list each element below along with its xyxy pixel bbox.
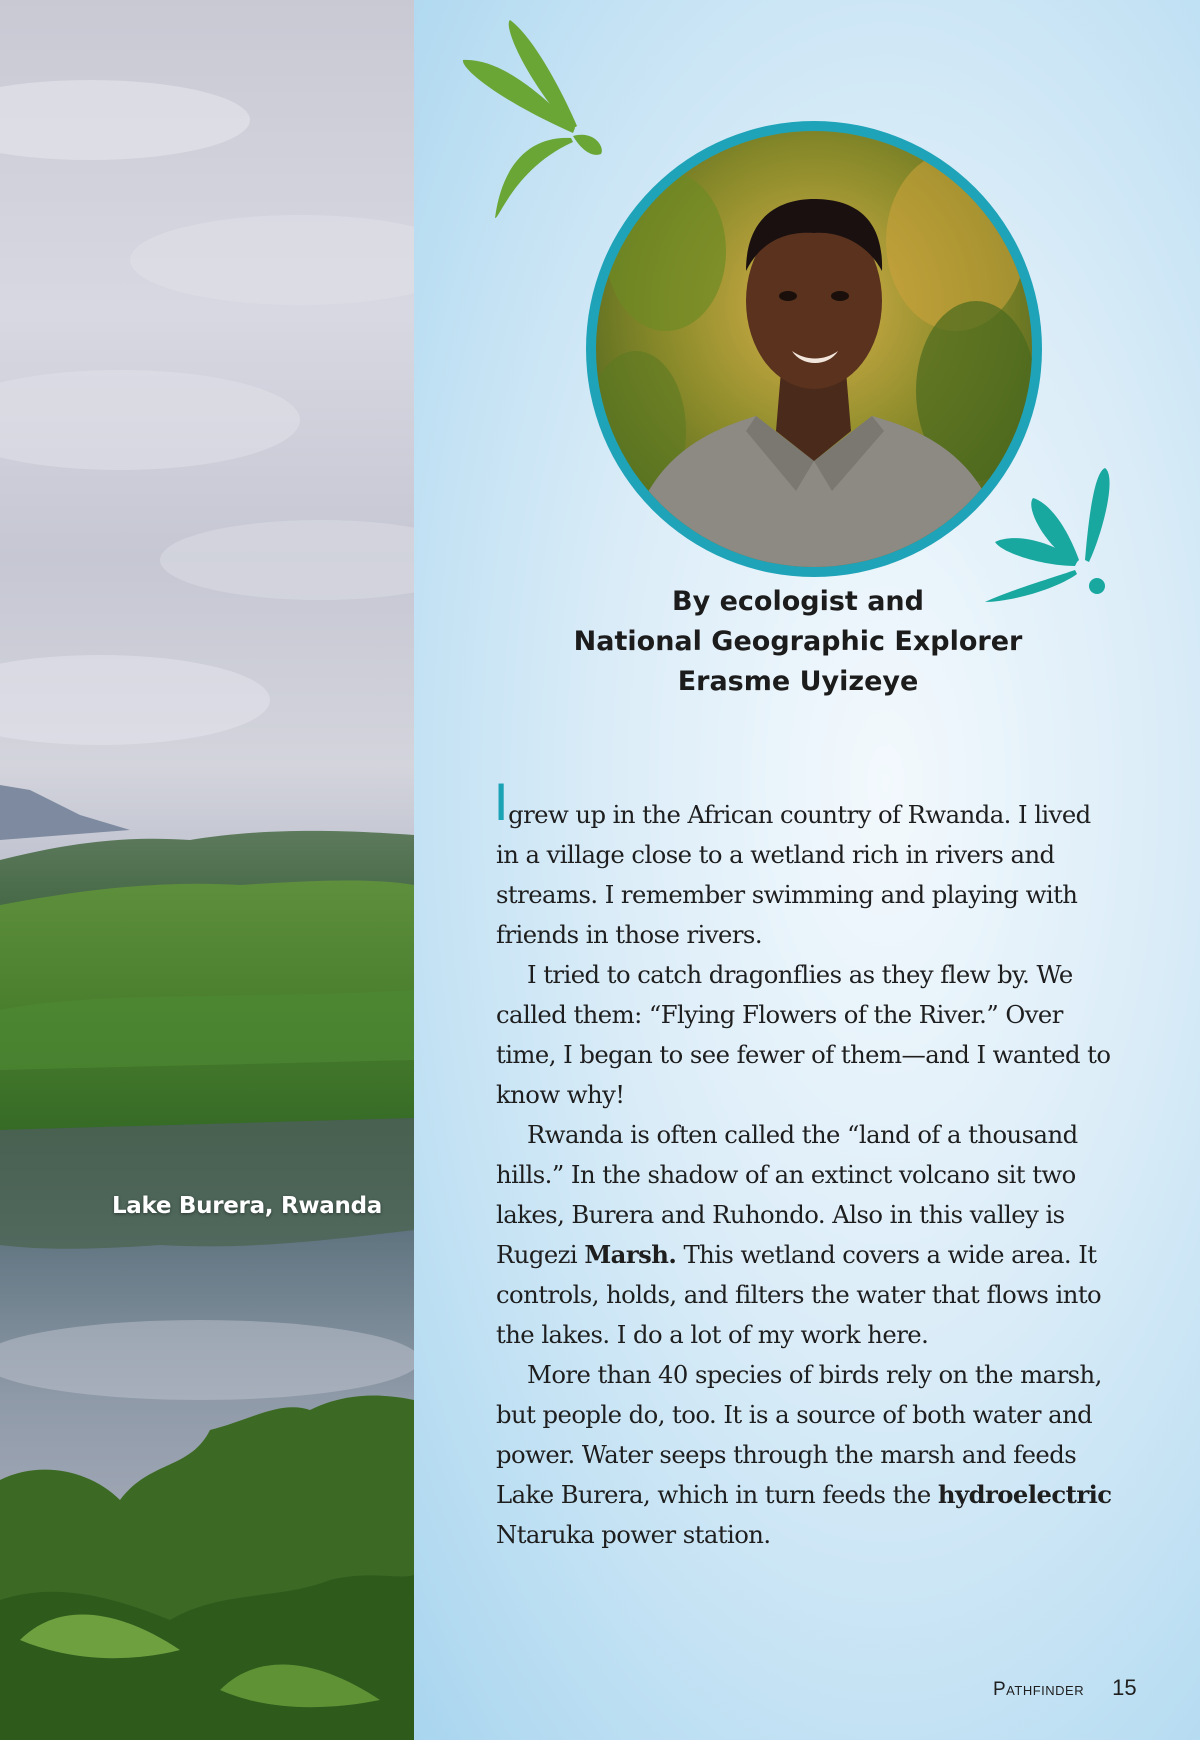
paragraph-4-text-a: More than 40 species of birds rely on the marsh, but people do, too. It is a source of both water and power. Water seeps through the marsh and feeds Lake Burera, which in turn feeds the xyxy=(496,1360,1102,1509)
page-footer xyxy=(993,1675,1137,1701)
byline xyxy=(570,582,1026,702)
paragraph-3-text-a: Rwanda is often called the “land of a thousand hills.” In the shadow of an extinct volcano sit two lakes, Burera and Ruhondo. Also in this valley is Rugezi xyxy=(496,1120,1078,1269)
byline-line-2: National Geographic Explorer xyxy=(573,626,1023,657)
paragraph-2: I tried to catch dragonflies as they flew by. We called them: “Flying Flowers of the River.” Over time, I began to see fewer of them—and I wanted to know why! xyxy=(496,960,1111,1109)
byline-line-1: By ecologist and xyxy=(672,586,924,617)
publication-name: Pathfinder xyxy=(993,1679,1085,1700)
explorer-portrait xyxy=(586,121,1042,577)
portrait-photo xyxy=(596,131,1032,567)
paragraph-1 xyxy=(496,774,1116,955)
lake-landscape-image xyxy=(0,0,414,1740)
photo-caption: Lake Burera, Rwanda xyxy=(111,1193,382,1219)
paragraph-3 xyxy=(496,1115,1116,1355)
glossary-term-hydroelectric: hydroelectric xyxy=(937,1480,1112,1509)
paragraph-4 xyxy=(496,1355,1116,1555)
byline-author: Erasme Uyizeye xyxy=(677,666,919,697)
drop-cap: I xyxy=(496,774,506,832)
page-number: 15 xyxy=(1112,1675,1137,1700)
dragonfly-green-icon xyxy=(455,18,605,223)
paragraph-4-text-b: Ntaruka power station. xyxy=(496,1520,771,1549)
paragraph-1-text: grew up in the African country of Rwanda. I lived in a village close to a wetland rich in rivers and streams. I remember swimming and playing with friends in those rivers. xyxy=(496,800,1091,949)
lake-photo xyxy=(0,0,414,1740)
article-body xyxy=(496,774,1116,1555)
paragraph-3-text-b: This wetland covers a wide area. It controls, holds, and filters the water that flows into the lakes. I do a lot of my work here. xyxy=(496,1240,1102,1349)
glossary-term-marsh: Marsh. xyxy=(584,1240,677,1269)
